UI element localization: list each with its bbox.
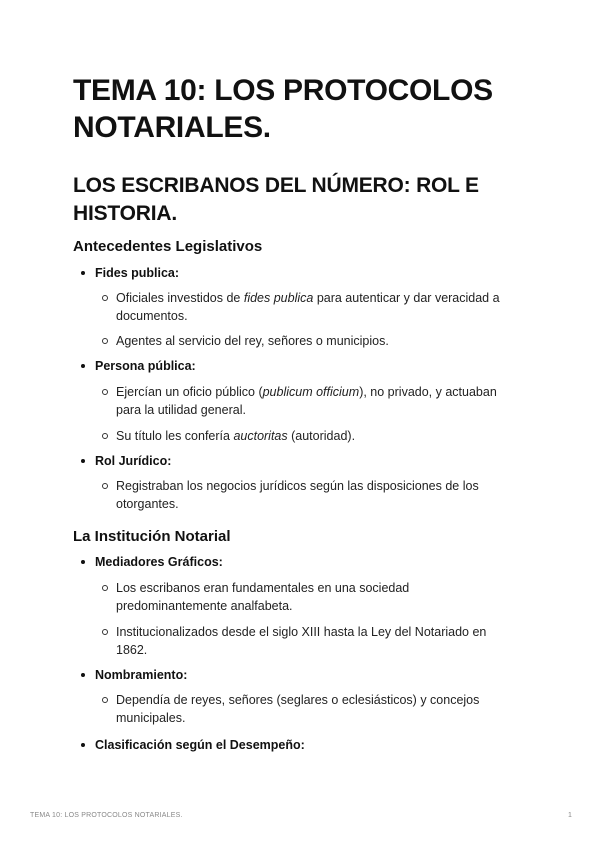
- section-title: LOS ESCRIBANOS DEL NÚMERO: ROL E HISTORIA.: [73, 174, 479, 225]
- sub-list-item: Dependía de reyes, señores (seglares o eclesiásticos) y concejos municipales.: [116, 691, 521, 727]
- page-title: TEMA 10: LOS PROTOCOLOS NOTARIALES.: [73, 74, 493, 144]
- page-number: 1: [568, 812, 572, 819]
- list-item-nombramiento: Nombramiento:: [95, 668, 188, 682]
- sub-list-item: Agentes al servicio del rey, señores o municipios.: [116, 332, 521, 350]
- list-item-persona-publica: Persona pública:: [95, 359, 196, 373]
- sub-list-item: Su título les confería auctoritas (autoridad).: [116, 427, 521, 445]
- page-footer: TEMA 10: LOS PROTOCOLOS NOTARIALES.: [30, 812, 183, 819]
- sub-list-item: Oficiales investidos de fides publica para autenticar y dar veracidad a documentos.: [116, 289, 521, 325]
- list-item-rol-juridico: Rol Jurídico:: [95, 454, 172, 468]
- list-item-clasificacion: Clasificación según el Desempeño:: [95, 738, 305, 752]
- list-item-fides-publica: Fides publica:: [95, 266, 180, 280]
- subsection-heading-antecedentes: Antecedentes Legislativos: [73, 238, 263, 255]
- sub-list-item: Ejercían un oficio público (publicum officium), no privado, y actuaban para la utilidad general.: [116, 383, 521, 419]
- list-item-mediadores-graficos: Mediadores Gráficos:: [95, 555, 223, 569]
- sub-list-item: Registraban los negocios jurídicos según las disposiciones de los otorgantes.: [116, 477, 521, 513]
- sub-list-item: Institucionalizados desde el siglo XIII hasta la Ley del Notariado en 1862.: [116, 623, 521, 659]
- sub-list-item: Los escribanos eran fundamentales en una sociedad predominantemente analfabeta.: [116, 579, 521, 615]
- subsection-heading-institucion: La Institución Notarial: [73, 528, 231, 545]
